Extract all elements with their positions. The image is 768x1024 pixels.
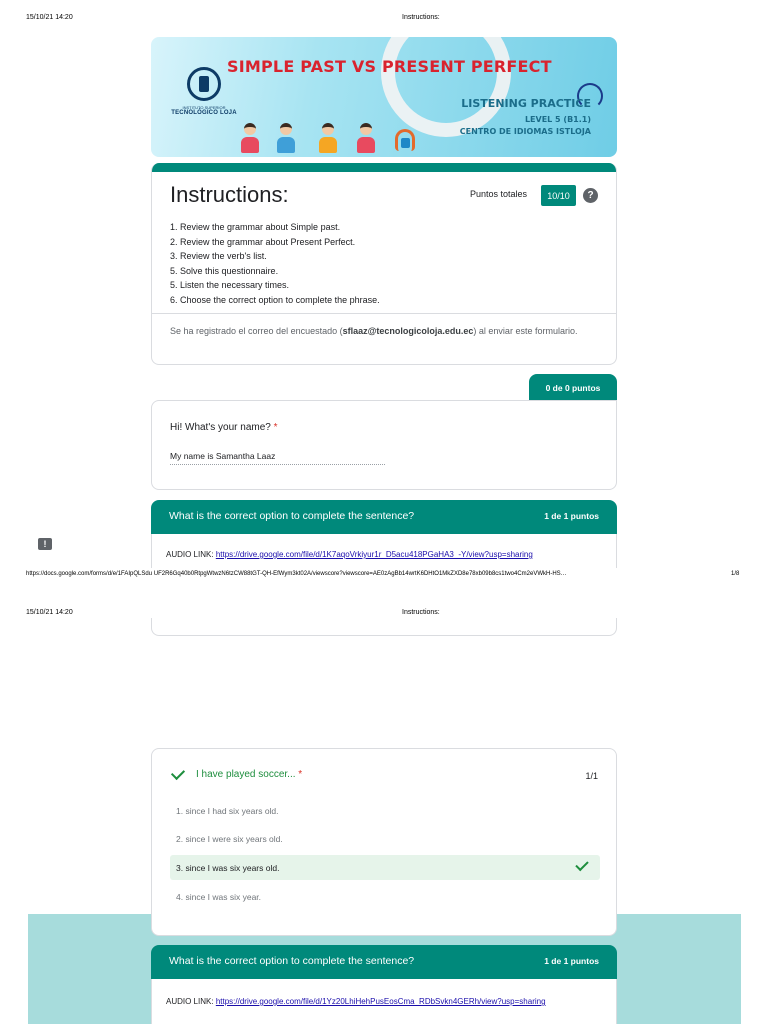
print-datetime: 15/10/21 14:20 [26,14,73,21]
instructions-card [151,163,617,365]
multiple-choice-card [151,748,617,936]
page-title: Instructions: [170,182,289,207]
option-text: 1. since I had six years old. [176,805,279,816]
report-feedback-icon[interactable]: ! [38,538,52,550]
instruction-item: 1. Review the grammar about Simple past. [170,222,341,232]
person-illustration [277,123,295,153]
total-points-label: Puntos totales [470,189,528,199]
respondent-email: sflaaz@tecnologicoloja.edu.ec [342,326,474,336]
instruction-item: 5. Listen the necessary times. [170,280,290,290]
question-header-text: What is the correct option to complete the sentence? [169,510,415,522]
respondent-email-note [170,324,600,339]
question-body [151,979,617,1024]
correct-check-icon [171,766,185,780]
lighthouse-icon [187,67,221,101]
audio-link[interactable]: https://drive.google.com/file/d/1K7aqoVrkiyur1r_D5acu418PGaHA3_-Y/view?usp=sharing [215,550,533,559]
audio-link[interactable]: https://drive.google.com/file/d/1Yz20LhiHehPusEosCma_RDbSvkn4GERh/view?usp=sharing [215,997,546,1006]
banner-subtitle: LISTENING PRACTICE [461,97,591,110]
banner-center: CENTRO DE IDIOMAS ISTLOJA [459,127,591,136]
audio-link-row [166,550,533,559]
logo-subtext: INSTITUTO SUPERIOR [182,105,226,110]
audio-link-label: AUDIO LINK: [166,550,214,559]
form-banner [151,37,617,157]
print-datetime: 15/10/21 14:20 [26,609,73,616]
option-text: 3. since I was six years old. [176,862,280,873]
help-icon[interactable]: ? [583,188,598,203]
option-text: 2. since I were six years old. [176,833,283,844]
question-points: 1 de 1 puntos [544,511,599,521]
instruction-item: 5. Solve this questionnaire. [170,265,279,276]
email-note-prefix: Se ha registrado el correo del encuestado ( [170,326,343,336]
question-body [151,534,617,568]
email-note-suffix: ) al enviar este formulario. [473,326,578,336]
headphones-illustration [381,37,511,137]
section-score-badge: 0 de 0 puntos [529,374,617,401]
required-mark: * [273,422,278,433]
instructions-list [170,220,380,307]
question-points: 1 de 1 puntos [544,956,599,966]
instruction-item: 2. Review the grammar about Present Perfect. [170,236,356,247]
person-illustration [357,123,375,153]
banner-title: SIMPLE PAST VS PRESENT PERFECT [227,57,552,76]
answer-option [170,826,600,851]
question-text: Hi! What's your name? [170,422,271,433]
audio-phone-icon [395,129,415,151]
answer-option [170,798,600,823]
question-header-text: What is the correct option to complete the sentence? [169,955,415,967]
name-answer: My name is Samantha Laaz [170,451,385,465]
question-text: I have played soccer... [196,769,296,780]
question-label [196,769,302,780]
banner-level: LEVEL 5 (B1.1) [524,115,591,124]
print-title: Instructions: [402,14,440,21]
question-card-bottom [151,618,617,636]
name-question-card [151,400,617,490]
divider [152,313,616,314]
question-score: 1/1 [585,771,598,781]
question-header [151,500,617,534]
check-icon [575,858,588,871]
card-accent-bar [152,163,616,172]
answer-option [170,884,600,909]
required-mark: * [298,769,303,780]
person-illustration [319,123,337,153]
person-illustration [241,123,259,153]
print-title: Instructions: [402,609,440,616]
print-footer-url: https://docs.google.com/forms/d/e/1FAIpQLSdu UF2R6Gq40b0RtpgWtwzN6tzCW88tGT-QH-EfWym3kt02A/viewscore?viewscore=AE0zAgBb14wrtK6DHtO1MkZXD8e78xb09b8cs1two4Cm2eVWkH-HS… [26,571,567,577]
instruction-item: 3. Review the verb's list. [170,251,267,261]
instruction-item: 6. Choose the correct option to complete the phrase. [170,294,380,305]
audio-link-label: AUDIO LINK: [166,997,214,1006]
answer-option-selected [170,855,600,880]
audio-link-row [166,997,546,1006]
print-page-number: 1/8 [731,571,740,577]
question-label [170,422,278,433]
total-points-badge: 10/10 [541,185,576,206]
logo-text: TECNOLÓGICO LOJA [171,110,237,116]
option-text: 4. since I was six year. [176,891,262,902]
question-header [151,945,617,979]
